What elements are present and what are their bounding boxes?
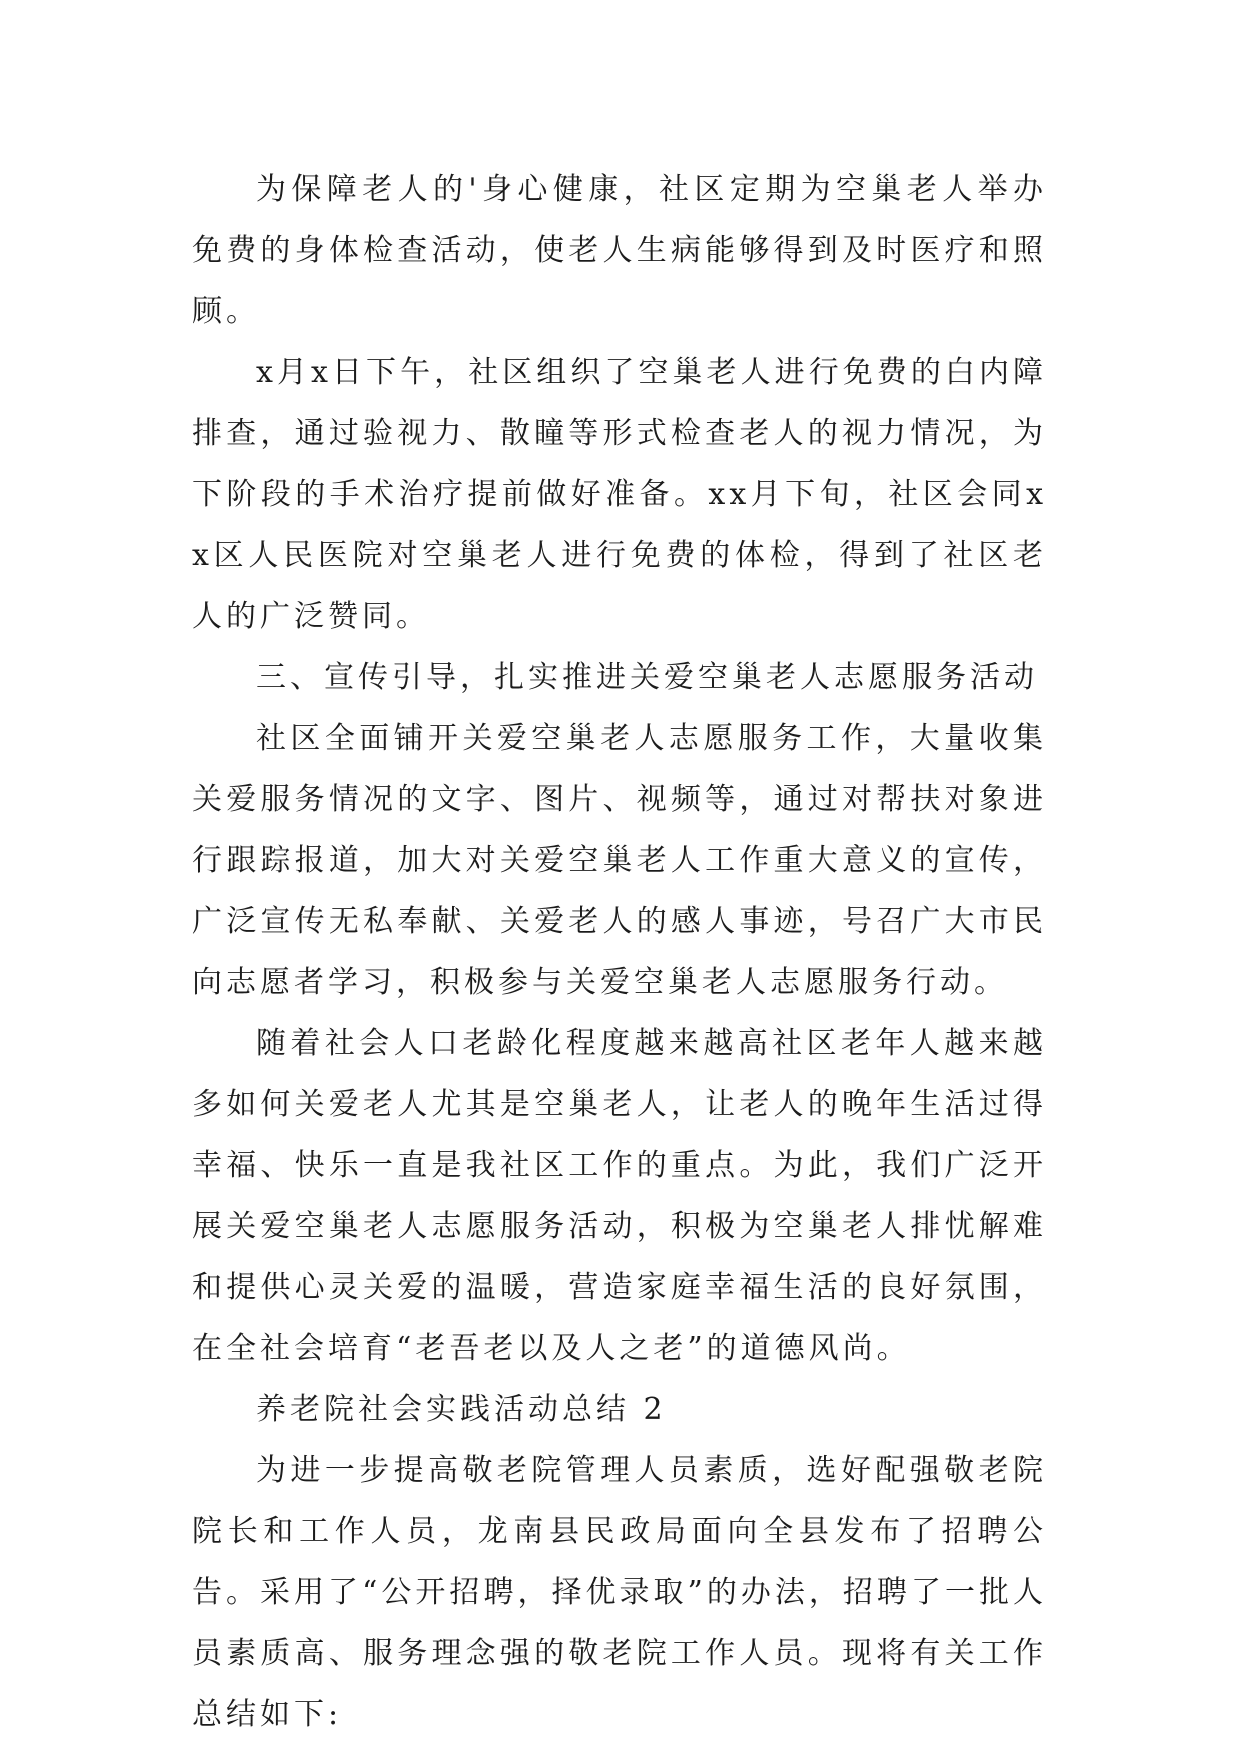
paragraph-health-checkup: 为保障老人的'身心健康，社区定期为空巢老人举办免费的身体检查活动，使老人生病能够得到及时医疗和照顾。 xyxy=(192,172,1047,329)
paragraph-volunteer-publicity: 社区全面铺开关爱空巢老人志愿服务工作，大量收集关爱服务情况的文字、图片、视频等，通过对帮扶对象进行跟踪报道，加大对关爱空巢老人工作重大意义的宣传，广泛宣传无私奉献、关爱老人的感人事迹，号召广大市民向志愿者学习，积极参与关爱空巢老人志愿服务行动。 xyxy=(192,721,1047,1000)
paragraph-cataract-screening: x月x日下午，社区组织了空巢老人进行免费的白内障排查，通过验视力、散瞳等形式检查老人的视力情况，为下阶段的手术治疗提前做好准备。xx月下旬，社区会同xx区人民医院对空巢老人进行免费的体检，得到了社区老人的广泛赞同。 xyxy=(192,355,1047,634)
section-heading-publicity: 三、宣传引导，扎实推进关爱空巢老人志愿服务活动 xyxy=(256,660,1038,695)
paragraph-recruitment: 为进一步提高敬老院管理人员素质，选好配强敬老院院长和工作人员，龙南县民政局面向全县发布了招聘公告。采用了“公开招聘，择优录取”的办法，招聘了一批人员素质高、服务理念强的敬老院工作人员。现将有关工作总结如下: xyxy=(192,1453,1047,1732)
paragraph-aging-society: 随着社会人口老龄化程度越来越高社区老年人越来越多如何关爱老人尤其是空巢老人，让老人的晚年生活过得幸福、快乐一直是我社区工作的重点。为此，我们广泛开展关爱空巢老人志愿服务活动，积极为空巢老人排忧解难和提供心灵关爱的温暖，营造家庭幸福生活的良好氛围，在全社会培育“老吾老以及人之老”的道德风尚。 xyxy=(192,1026,1047,1366)
document-body xyxy=(192,159,1047,1745)
document-subtitle: 养老院社会实践活动总结 2 xyxy=(256,1392,667,1427)
